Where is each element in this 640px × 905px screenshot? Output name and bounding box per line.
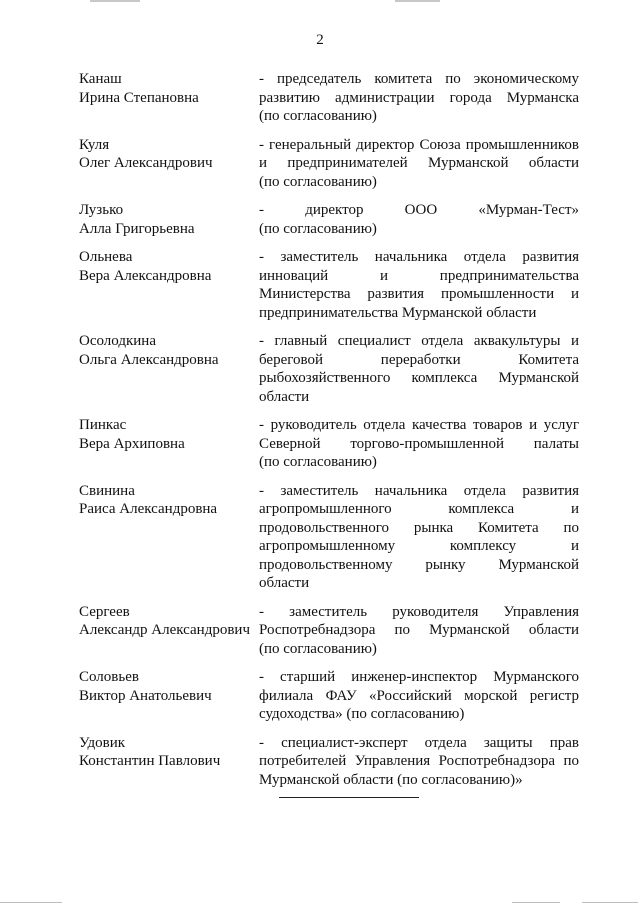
member-given-names: Вера Архиповна	[79, 435, 185, 452]
member-entry	[79, 70, 579, 126]
member-entry	[79, 248, 579, 322]
member-surname: Ольнева	[79, 249, 133, 265]
scan-artifact-bottom-right	[512, 902, 560, 903]
member-given-names: Раиса Александровна	[79, 501, 218, 517]
member-given-names: Алла Григорьевна	[79, 220, 195, 237]
role-line: филиала ФАУ «Российский морской регистр	[259, 687, 579, 704]
member-entry	[79, 734, 579, 790]
member-surname: Соловьев	[79, 669, 139, 685]
member-surname: Пинкас	[79, 417, 127, 433]
member-surname: Удовик	[79, 734, 126, 751]
member-name	[79, 668, 259, 705]
role-line: - главный специалист отдела аквакультуры и	[259, 333, 579, 349]
scan-artifact-bottom-left	[0, 902, 62, 903]
member-name	[79, 603, 259, 640]
member-surname: Куля	[79, 136, 110, 153]
member-role	[259, 201, 579, 238]
scan-artifact-bottom-right-2	[582, 902, 638, 903]
role-line: (по согласованию)	[259, 220, 377, 237]
member-given-names: Олег Александрович	[79, 155, 213, 171]
member-surname: Канаш	[79, 71, 122, 87]
role-line: (по согласованию)	[259, 108, 377, 124]
member-role	[259, 668, 579, 724]
role-line: продовольственному рынку Мурманской	[259, 556, 579, 573]
end-of-list-divider	[279, 797, 419, 798]
scan-artifact-top-left	[90, 0, 140, 2]
role-line: - председатель комитета по экономическому	[259, 71, 579, 87]
member-given-names: Ольга Александровна	[79, 351, 219, 368]
role-line: инноваций и предпринимательства	[259, 267, 579, 284]
member-entry	[79, 201, 579, 238]
role-line: и предпринимателей Мурманской области	[259, 155, 579, 171]
role-line: - директор ООО «Мурман-Тест»	[259, 202, 579, 218]
member-name	[79, 70, 259, 107]
role-line: продовольственного рынка Комитета по	[259, 519, 579, 536]
role-line: береговой переработки Комитета	[259, 351, 579, 368]
member-given-names: Ирина Степановна	[79, 89, 199, 106]
role-line: развитию администрации города Мурманска	[259, 89, 579, 106]
role-line: рыбохозяйственного комплекса Мурманской	[259, 370, 579, 386]
member-role	[259, 416, 579, 472]
member-role	[259, 603, 579, 659]
member-role	[259, 734, 579, 790]
member-surname: Осолодкина	[79, 333, 156, 349]
role-line: Роспотребнадзора по Мурманской области	[259, 622, 579, 638]
role-line: Северной торгово-промышленной палаты	[259, 435, 579, 452]
member-given-names: Вера Александровна	[79, 267, 212, 284]
member-name	[79, 482, 259, 519]
role-line: Министерства развития промышленности и	[259, 286, 579, 302]
role-line: агропромышленному комплексу и	[259, 538, 579, 554]
role-line: - заместитель руководителя Управления	[259, 603, 579, 620]
role-line: - заместитель начальника отдела развития	[259, 482, 579, 499]
role-line: потребителей Управления Роспотребнадзора по	[259, 753, 579, 769]
page-number: 2	[316, 32, 324, 48]
member-entry	[79, 668, 579, 724]
role-line: - заместитель начальника отдела развития	[259, 249, 579, 265]
role-line: области	[259, 575, 310, 591]
member-name	[79, 201, 259, 238]
member-given-names: Константин Павлович	[79, 753, 221, 769]
member-entry	[79, 416, 579, 472]
member-surname: Лузько	[79, 202, 124, 218]
member-given-names: Виктор Анатольевич	[79, 687, 212, 704]
role-line: предпринимательства Мурманской области	[259, 304, 537, 321]
member-name	[79, 248, 259, 285]
role-line: области	[259, 388, 310, 405]
role-line: судоходства» (по согласованию)	[259, 706, 465, 722]
committee-members-list	[79, 70, 579, 789]
role-line: (по согласованию)	[259, 640, 377, 657]
member-entry	[79, 332, 579, 406]
role-line: - старший инженер-инспектор Мурманского	[259, 669, 579, 685]
member-name	[79, 416, 259, 453]
role-line: (по согласованию)	[259, 173, 377, 190]
role-line: - генеральный директор Союза промышленников	[259, 136, 579, 153]
member-entry	[79, 603, 579, 659]
member-role	[259, 482, 579, 593]
member-entry	[79, 136, 579, 192]
role-line: Мурманской области (по согласованию)»	[259, 771, 523, 788]
member-role	[259, 248, 579, 322]
role-line: (по согласованию)	[259, 454, 377, 470]
member-role	[259, 70, 579, 126]
member-surname: Сергеев	[79, 603, 130, 620]
member-given-names: Александр Александрович	[79, 622, 250, 638]
member-name	[79, 332, 259, 369]
member-surname: Свинина	[79, 482, 135, 499]
role-line: - руководитель отдела качества товаров и услуг	[259, 417, 579, 433]
role-line: агропромышленного комплекса и	[259, 501, 579, 517]
member-name	[79, 734, 259, 771]
role-line: - специалист-эксперт отдела защиты прав	[259, 734, 579, 751]
member-role	[259, 136, 579, 192]
member-entry	[79, 482, 579, 593]
member-name	[79, 136, 259, 173]
scan-artifact-top-right	[395, 0, 440, 2]
member-role	[259, 332, 579, 406]
